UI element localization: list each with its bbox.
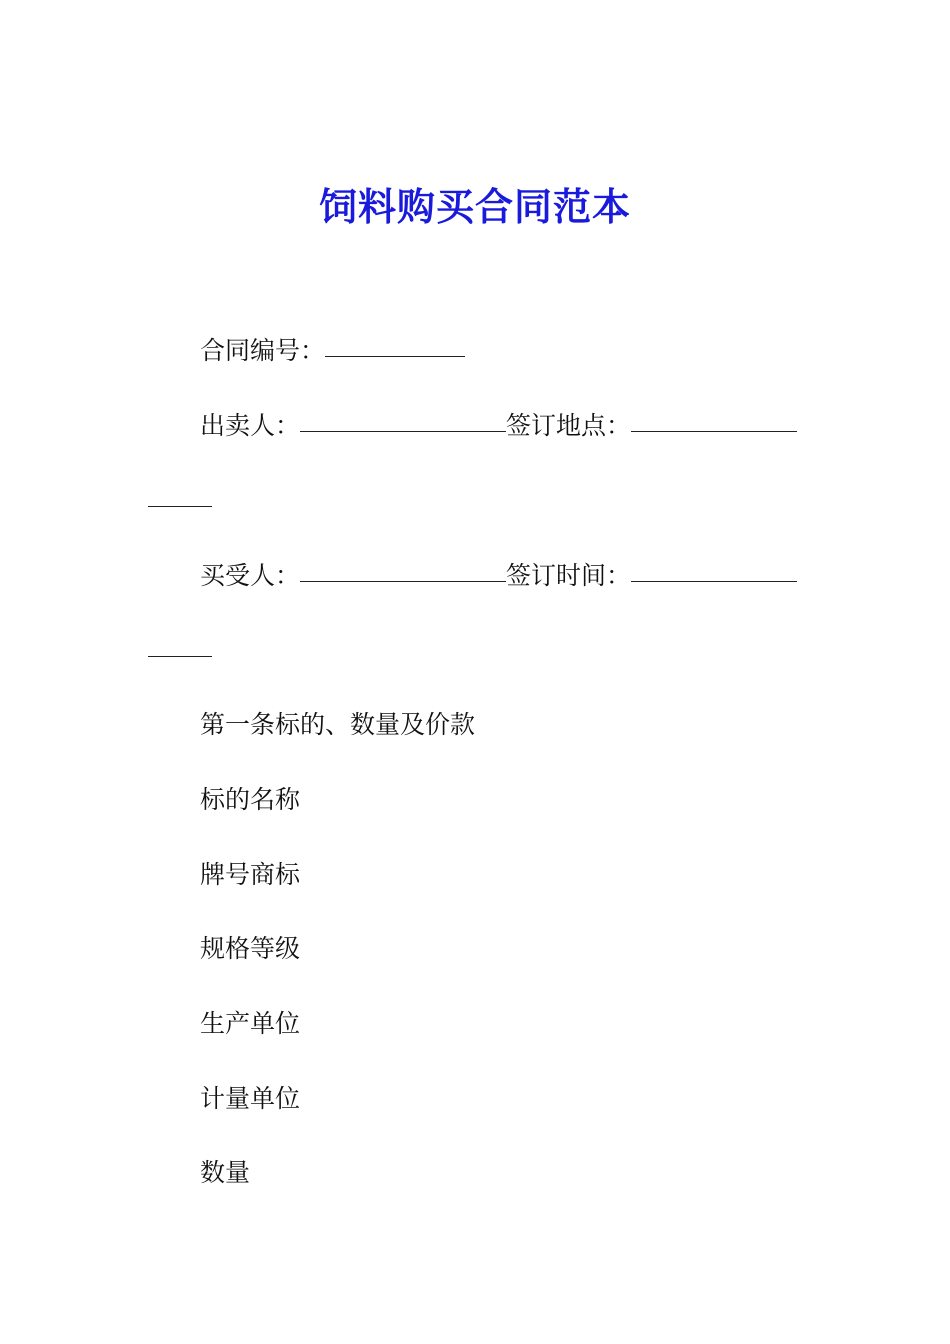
sign-place-blank-tail — [148, 505, 212, 507]
contract-no-line — [200, 334, 465, 368]
sign-time-label: 签订时间： — [506, 561, 632, 590]
seller-label: 出卖人： — [200, 411, 301, 440]
seller-blank — [300, 430, 506, 432]
buyer-line — [200, 559, 797, 593]
sign-time-blank-tail — [148, 655, 212, 657]
sign-time-blank — [631, 580, 797, 582]
document-title: 饲料购买合同范本 — [318, 184, 631, 229]
buyer-label: 买受人： — [200, 561, 301, 590]
item-subject-name: 标的名称 — [200, 785, 301, 814]
item-quantity: 数量 — [200, 1158, 251, 1187]
item-manufacturer: 生产单位 — [200, 1009, 301, 1038]
sign-place-label: 签订地点： — [506, 411, 632, 440]
sign-time-blank-continued — [148, 634, 212, 668]
seller-line — [200, 409, 797, 443]
item-brand-trademark: 牌号商标 — [200, 860, 301, 889]
item-spec-grade: 规格等级 — [200, 934, 301, 963]
contract-no-blank — [325, 355, 465, 357]
buyer-blank — [300, 580, 506, 582]
sign-place-blank — [631, 430, 797, 432]
sign-place-blank-continued — [148, 484, 212, 518]
article1-heading: 第一条标的、数量及价款 — [200, 710, 476, 739]
item-unit-of-measure: 计量单位 — [200, 1084, 301, 1113]
contract-no-label: 合同编号： — [200, 336, 326, 365]
